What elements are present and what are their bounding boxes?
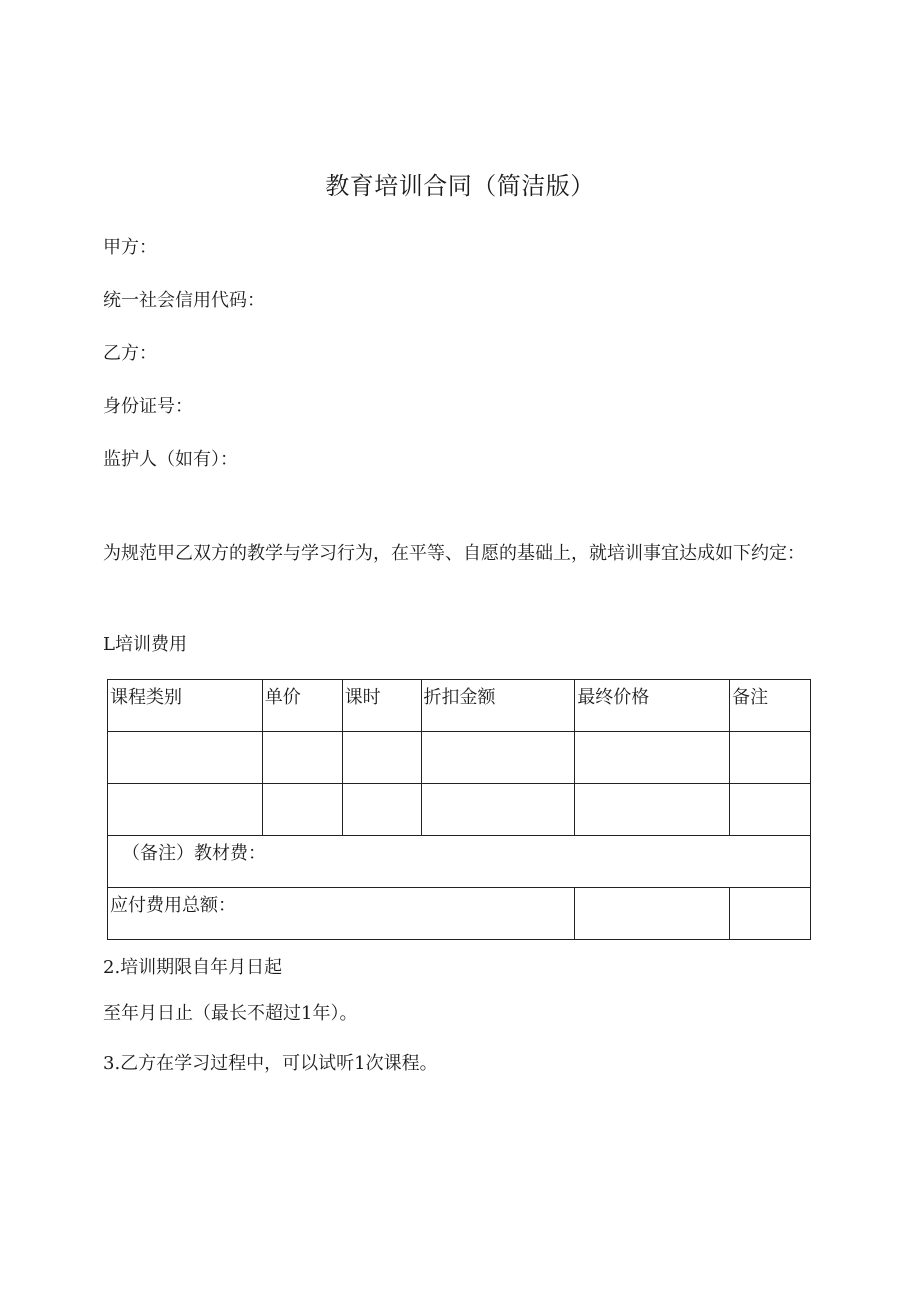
document-title: 教育培训合同（简洁版）	[325, 172, 595, 200]
total-fee-row	[108, 888, 811, 940]
intro-paragraph: 为规范甲乙双方的教学与学习行为，在平等、自愿的基础上，就培训事宜达成如下约定：	[103, 543, 805, 564]
header-course-type: 课程类别	[108, 680, 263, 732]
table-cell	[342, 732, 421, 784]
party-a-field: 甲方：	[103, 237, 157, 258]
table-cell	[730, 732, 811, 784]
table-cell	[262, 784, 342, 836]
header-discount: 折扣金额	[421, 680, 575, 732]
header-notes: 备注	[730, 680, 811, 732]
table-header-row	[108, 680, 811, 732]
section-2-line-1: 2.培训期限自年月日起	[103, 957, 283, 978]
header-final-price: 最终价格	[575, 680, 730, 732]
total-notes-cell	[730, 888, 811, 940]
materials-fee-label: （备注）教材费：	[108, 836, 811, 888]
fee-table	[107, 679, 811, 940]
total-fee-cell	[575, 888, 730, 940]
party-b-field: 乙方：	[103, 343, 157, 364]
table-cell	[575, 784, 730, 836]
table-cell	[421, 784, 575, 836]
guardian-field: 监护人（如有）：	[103, 449, 238, 470]
section-2-line-2: 至年月日止（最长不超过1年）。	[103, 1003, 358, 1024]
section-1-heading: L培训费用	[103, 634, 187, 655]
table-cell	[108, 784, 263, 836]
materials-fee-row	[108, 836, 811, 888]
header-hours: 课时	[342, 680, 421, 732]
total-fee-label: 应付费用总额：	[108, 888, 575, 940]
table-cell	[730, 784, 811, 836]
table-cell	[108, 732, 263, 784]
table-row	[108, 732, 811, 784]
table-row	[108, 784, 811, 836]
section-3-line: 3.乙方在学习过程中，可以试听1次课程。	[103, 1053, 438, 1074]
table-cell	[262, 732, 342, 784]
id-number-field: 身份证号：	[103, 396, 193, 417]
table-cell	[342, 784, 421, 836]
table-cell	[421, 732, 575, 784]
credit-code-field: 统一社会信用代码：	[103, 290, 265, 311]
table-cell	[575, 732, 730, 784]
header-unit-price: 单价	[262, 680, 342, 732]
